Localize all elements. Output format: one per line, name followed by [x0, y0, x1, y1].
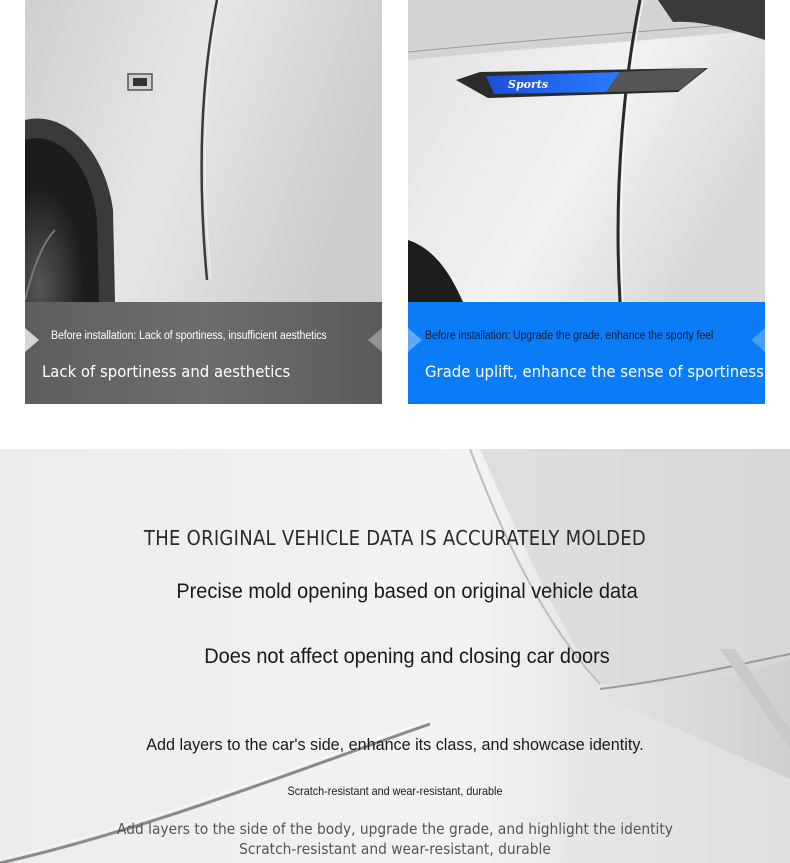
after-caption	[408, 302, 765, 404]
feature-line-mold: Precise mold opening based on original vehicle data	[176, 580, 638, 603]
after-installation-card	[408, 0, 765, 404]
feature-line-durable: Scratch-resistant and wear-resistant, durable	[287, 784, 503, 798]
emblem-text: Sports	[508, 78, 549, 91]
after-caption-big: Grade uplift, enhance the sense of sportiness	[425, 362, 764, 381]
after-caption-small: Before installation: Upgrade the grade, enhance the sporty feel	[425, 330, 714, 342]
before-caption	[25, 302, 382, 404]
feature-line-identity: Add layers to the side of the body, upgrade the grade, and highlight the identity	[117, 820, 673, 838]
after-car-photo	[408, 0, 765, 302]
arrow-left-icon	[751, 328, 765, 352]
features-section	[0, 449, 790, 863]
feature-line-doors: Does not affect opening and closing car doors	[204, 645, 610, 668]
arrow-right-icon	[25, 328, 39, 352]
features-heading: THE ORIGINAL VEHICLE DATA IS ACCURATELY MOLDED	[143, 526, 647, 550]
before-caption-big: Lack of sportiness and aesthetics	[42, 362, 291, 381]
feature-line-durable-2: Scratch-resistant and wear-resistant, durable	[239, 840, 551, 858]
before-installation-card	[25, 0, 382, 404]
feature-line-layers: Add layers to the car's side, enhance its class, and showcase identity.	[146, 735, 644, 754]
before-caption-small: Before installation: Lack of sportiness, insufficient aesthetics	[51, 330, 327, 342]
arrow-right-icon	[408, 328, 422, 352]
arrow-left-icon	[368, 328, 382, 352]
before-car-photo	[25, 0, 382, 302]
